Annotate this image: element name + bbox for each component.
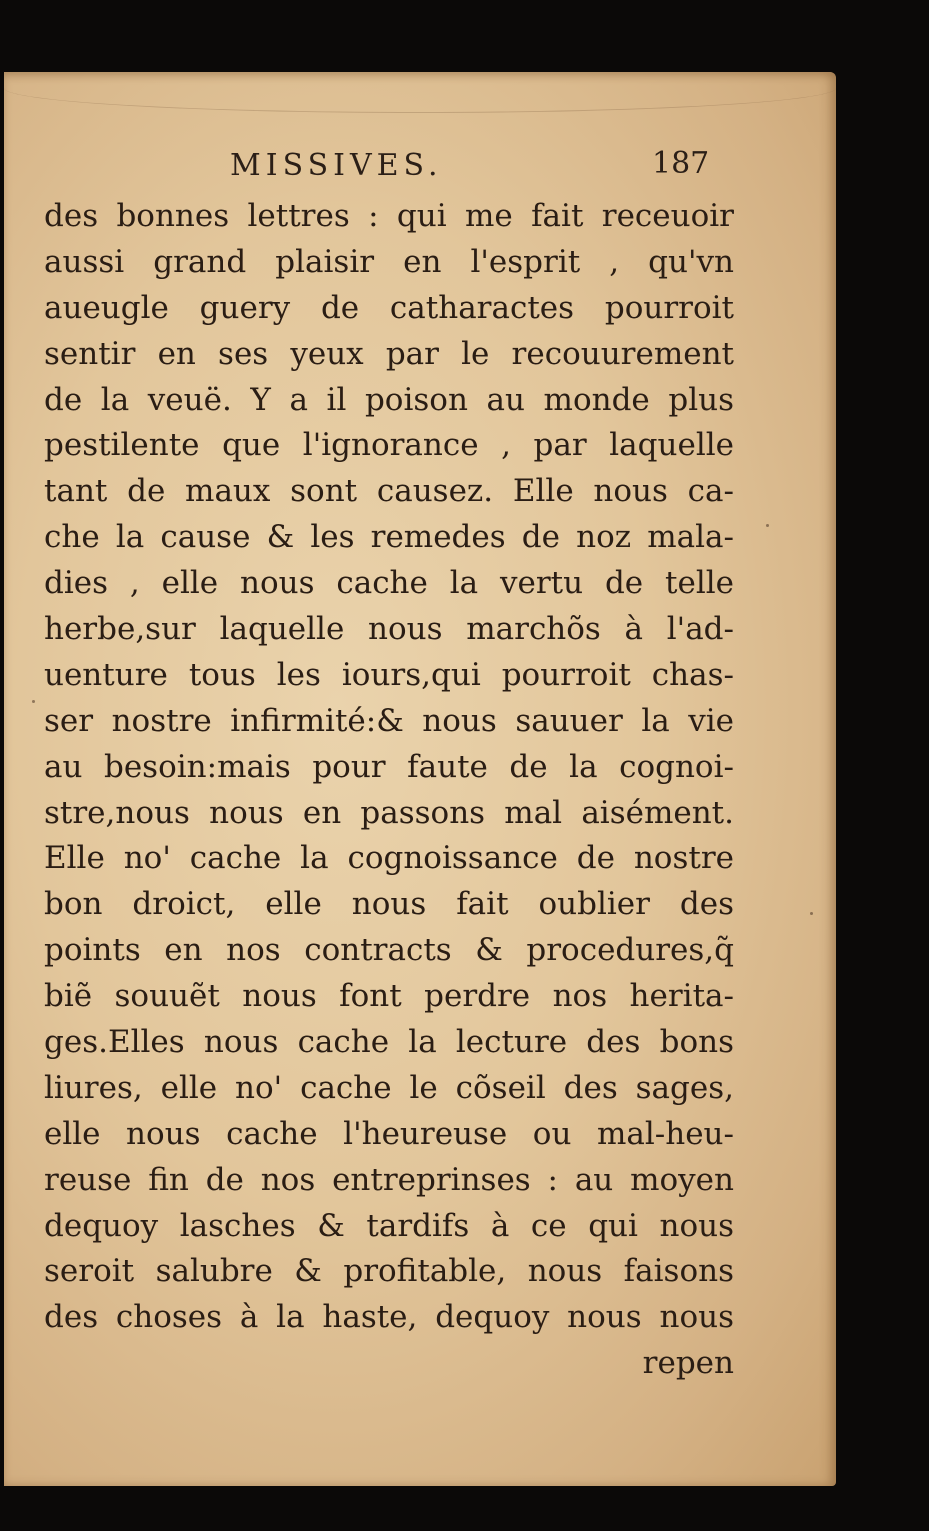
text-line: de la veuë. Y a il poison au monde plus [44,381,734,418]
paper-speck [32,700,35,703]
text-block [44,144,744,1387]
text-line: pestilente que l'ignorance , par laquelle [44,427,734,464]
text-line: liures, elle no' cache le cõseil des sages, [44,1069,734,1106]
text-line: points en nos contracts & procedures,q̃ [44,932,734,969]
running-head-title: MISSIVES. [230,148,443,183]
text-line: seroit salubre & profitable, nous faisons [44,1253,734,1290]
paper-speck [766,524,769,527]
catchword: repen [642,1345,734,1382]
text-line: Elle no' cache la cognoissance de nostre [44,840,734,877]
text-line: bon droict, elle nous fait oublier des [44,886,734,923]
page-number: 187 [652,146,710,181]
text-line: herbe,sur laquelle nous marchõs à l'ad- [44,611,734,648]
running-head [44,144,744,194]
text-line: stre,nous nous en passons mal aisément. [44,794,734,831]
text-line: elle nous cache l'heureuse ou mal-heu- [44,1115,734,1152]
text-line: des bonnes lettres : qui me fait receuoir [44,198,734,234]
text-line: uenture tous les iours,qui pourroit chas- [44,656,734,693]
paper-sheet [4,72,836,1486]
text-line: dequoy lasches & tardifs à ce qui nous [44,1207,734,1244]
text-line: au besoin:mais pour faute de la cognoi- [44,748,734,785]
text-line: tant de maux sont causez. Elle nous ca- [44,473,734,510]
text-line: dies , elle nous cache la vertu de telle [44,565,734,602]
text-line: che la cause & les remedes de noz mala- [44,519,734,556]
text-line: sentir en ses yeux par le recouurement [44,335,734,372]
text-line: ser nostre infirmité:& nous sauuer la vie [44,702,734,739]
page-top-edge [4,72,836,113]
text-line: des choses à la haste, dequoy nous nous [44,1299,734,1336]
text-line: ges.Elles nous cache la lecture des bons [44,1024,734,1061]
text-line: aussi grand plaisir en l'esprit , qu'vn [44,243,734,280]
text-line: reuse fin de nos entreprinses : au moyen [44,1161,734,1198]
text-line: aueugle guery de catharactes pourroit [44,289,734,326]
text-line: biẽ souuẽt nous font perdre nos herita- [44,978,734,1015]
paper-speck [810,912,813,915]
